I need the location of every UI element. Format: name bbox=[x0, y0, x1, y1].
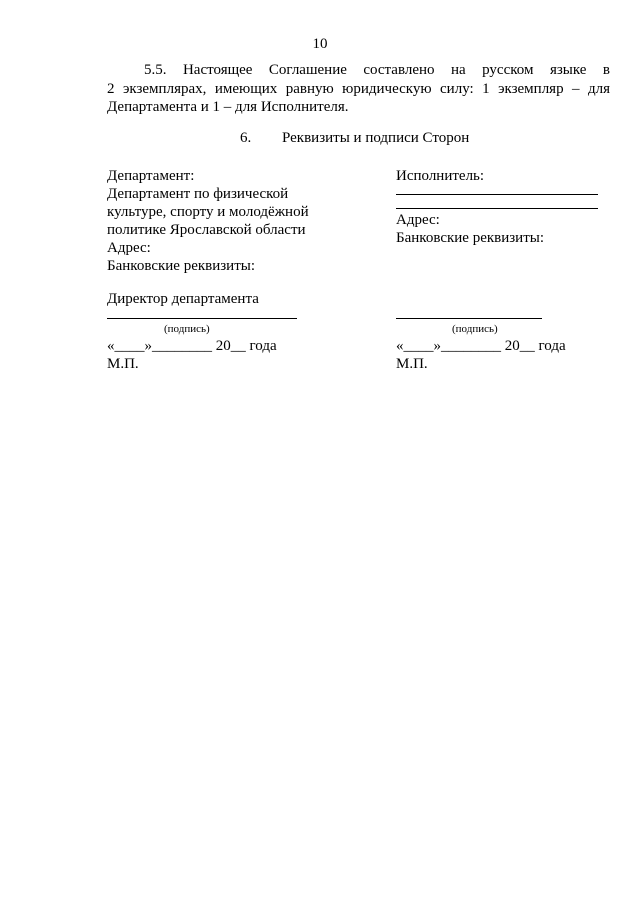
department-signatory: Директор департамента bbox=[107, 291, 259, 307]
department-address-label: Адрес: bbox=[107, 240, 151, 256]
section-title: Реквизиты и подписи Сторон bbox=[282, 130, 470, 146]
executor-signature-line bbox=[396, 318, 542, 319]
executor-date-line: «____»________ 20__ года bbox=[396, 338, 566, 354]
clause-line: 5.5. Настоящее Соглашение составлено на русском языке в bbox=[144, 62, 610, 78]
executor-heading: Исполнитель: bbox=[396, 168, 485, 184]
executor-signature-caption: (подпись) bbox=[452, 323, 498, 335]
executor-seal-mark: М.П. bbox=[396, 356, 428, 372]
department-details bbox=[107, 167, 337, 275]
clause-line: 2 экземплярах, имеющих равную юридическую силу: 1 экземпляр – для bbox=[107, 80, 610, 97]
department-date-line: «____»________ 20__ года bbox=[107, 338, 277, 354]
clause-5-5 bbox=[107, 61, 610, 117]
clause-line: Департамента и 1 – для Исполнителя. bbox=[107, 99, 349, 115]
department-heading: Департамент: bbox=[107, 168, 195, 184]
executor-requisites bbox=[396, 211, 544, 247]
page-number: 10 bbox=[312, 36, 328, 52]
department-signature-caption: (подпись) bbox=[164, 323, 210, 335]
department-name-line: Департамент по физической bbox=[107, 186, 289, 202]
section-number: 6. bbox=[240, 130, 252, 146]
executor-blank-line bbox=[396, 194, 598, 195]
executor-details bbox=[396, 167, 616, 185]
executor-bank-label: Банковские реквизиты: bbox=[396, 230, 545, 246]
department-signature-line bbox=[107, 318, 297, 319]
department-bank-label: Банковские реквизиты: bbox=[107, 258, 256, 274]
executor-blank-line bbox=[396, 208, 598, 209]
executor-address-label: Адрес: bbox=[396, 212, 440, 228]
department-name-line: культуре, спорту и молодёжной bbox=[107, 204, 309, 220]
department-name-line: политике Ярославской области bbox=[107, 222, 306, 238]
department-seal-mark: М.П. bbox=[107, 356, 139, 372]
